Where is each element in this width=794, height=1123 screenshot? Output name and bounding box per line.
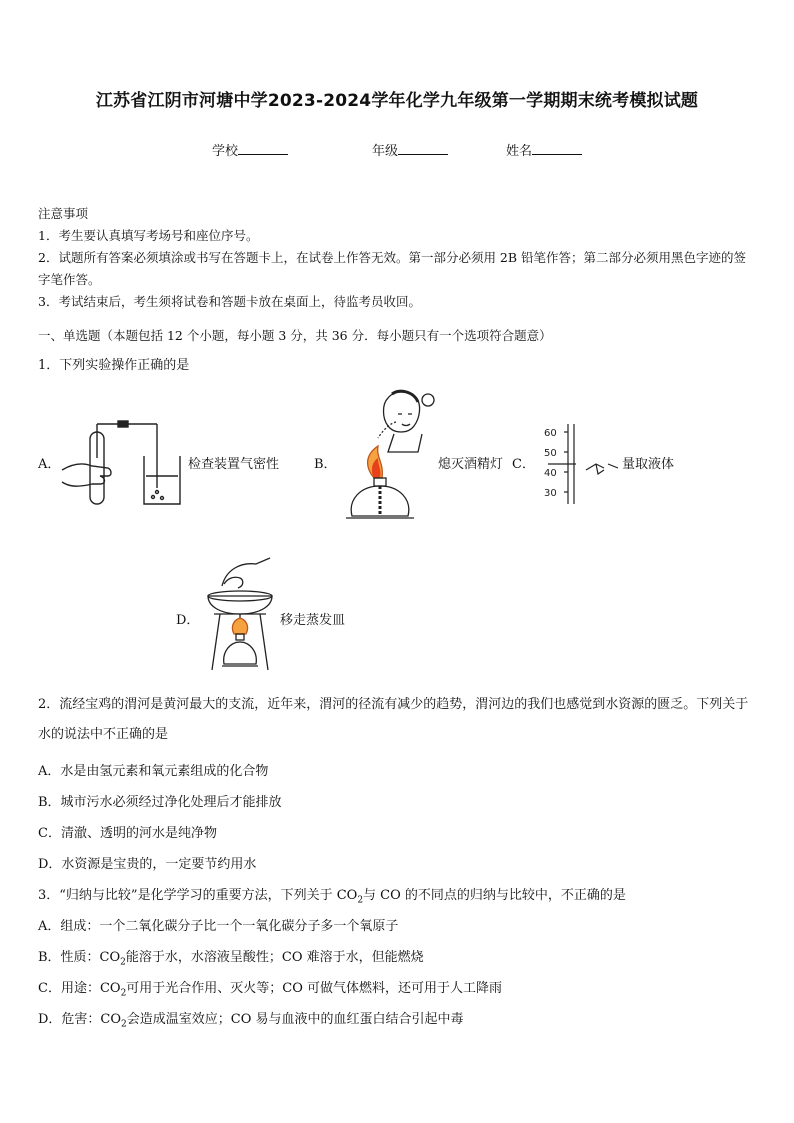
q3-option-c-part: C．用途：CO [38,981,121,996]
airtightness-check-illustration [62,418,192,510]
grade-blank[interactable] [398,142,448,155]
q3-stem-part: 与 CO 的不同点的归纳与比较中，不正确的是 [363,888,626,903]
q2-option-a[interactable]: A．水是由氢元素和氧元素组成的化合物 [38,764,269,779]
q1-option-c-caption: 量取液体 [622,457,675,472]
name-field[interactable] [506,140,582,159]
q2-option-b[interactable]: B．城市污水必须经过净化处理后才能排放 [38,795,282,810]
q1-option-b-caption: 熄灭酒精灯 [438,457,504,472]
cylinder-tick-label: 50 [544,448,557,459]
q3-option-d[interactable] [38,1008,464,1030]
cylinder-tick-label: 30 [544,488,557,499]
q1-option-a-letter[interactable]: A． [38,457,61,472]
notes-heading: 注意事项 [38,206,89,221]
grade-label: 年级 [372,144,399,159]
note-item: 3．考试结束后，考生须将试卷和答题卡放在桌面上，待监考员收回。 [38,294,421,309]
q3-option-d-part: D．危害：CO [38,1012,122,1027]
q3-option-c-subscript: 2 [120,988,127,999]
q3-stem-part: 3．“归纳与比较”是化学学习的重要方法，下列关于 CO [38,888,358,903]
q1-option-c-letter[interactable]: C． [512,457,535,472]
q2-option-c[interactable]: C．清澈、透明的河水是纯净物 [38,826,217,841]
q2-option-d[interactable]: D．水资源是宝贵的，一定要节约用水 [38,857,257,872]
cylinder-tick-label: 40 [544,468,557,479]
school-blank[interactable] [238,142,288,155]
school-field[interactable] [212,140,288,159]
q1-option-d-caption: 移走蒸发皿 [280,613,346,628]
page-title: 江苏省江阴市河塘中学2023-2024学年化学九年级第一学期期末统考模拟试题 [95,91,699,111]
q3-option-b-part: 能溶于水，水溶液呈酸性；CO 难溶于水，但能燃烧 [125,950,424,965]
q1-option-d-letter[interactable]: D． [176,613,200,628]
evaporating-dish-illustration [204,556,276,674]
question-3-stem [38,884,626,906]
q3-option-a[interactable]: A．组成：一个二氧化碳分子比一个一氧化碳分子多一个氧原子 [38,919,399,934]
note-item: 2．试题所有答案必须填涂或书写在答题卡上，在试卷上作答无效。第一部分必须用 2B 铅笔作答；第二部分必须用黑色字迹的签字笔作答。 [38,250,747,287]
extinguish-lamp-illustration [338,388,438,526]
q3-option-c-part: 可用于光合作用、灭火等；CO 可做气体燃料，还可用于人工降雨 [126,981,503,996]
graduated-cylinder-illustration [542,424,620,506]
q3-option-d-subscript: 2 [121,1019,127,1030]
q3-option-b-subscript: 2 [120,957,126,968]
section-heading: 一、单选题（本题包括 12 个小题，每小题 3 分，共 36 分．每小题只有一个选项符合题意） [38,328,552,343]
name-label: 姓名 [506,144,533,159]
question-2-stem: 2．流经宝鸡的渭河是黄河最大的支流，近年来，渭河的径流有减少的趋势，渭河边的我们也感觉到水资源的匮乏。下列关于水的说法中不正确的是 [38,697,749,742]
question-1-stem: 1．下列实验操作正确的是 [38,358,190,373]
grade-field[interactable] [372,140,448,159]
q3-option-b-part: B．性质：CO [38,950,121,965]
q3-option-d-part: 会造成温室效应；CO 易与血液中的血红蛋白结合引起中毒 [126,1012,464,1027]
school-label: 学校 [212,144,239,159]
q1-option-b-letter[interactable]: B． [314,457,337,472]
notes-block [38,203,758,313]
note-item: 1．考生要认真填写考场号和座位序号。 [38,228,259,243]
cylinder-tick-label: 60 [544,428,557,439]
q3-option-b[interactable] [38,946,424,968]
q1-option-a-caption: 检查装置气密性 [188,457,280,472]
q3-option-c[interactable] [38,977,502,999]
q3-stem-subscript: 2 [357,895,364,906]
name-blank[interactable] [532,142,582,155]
